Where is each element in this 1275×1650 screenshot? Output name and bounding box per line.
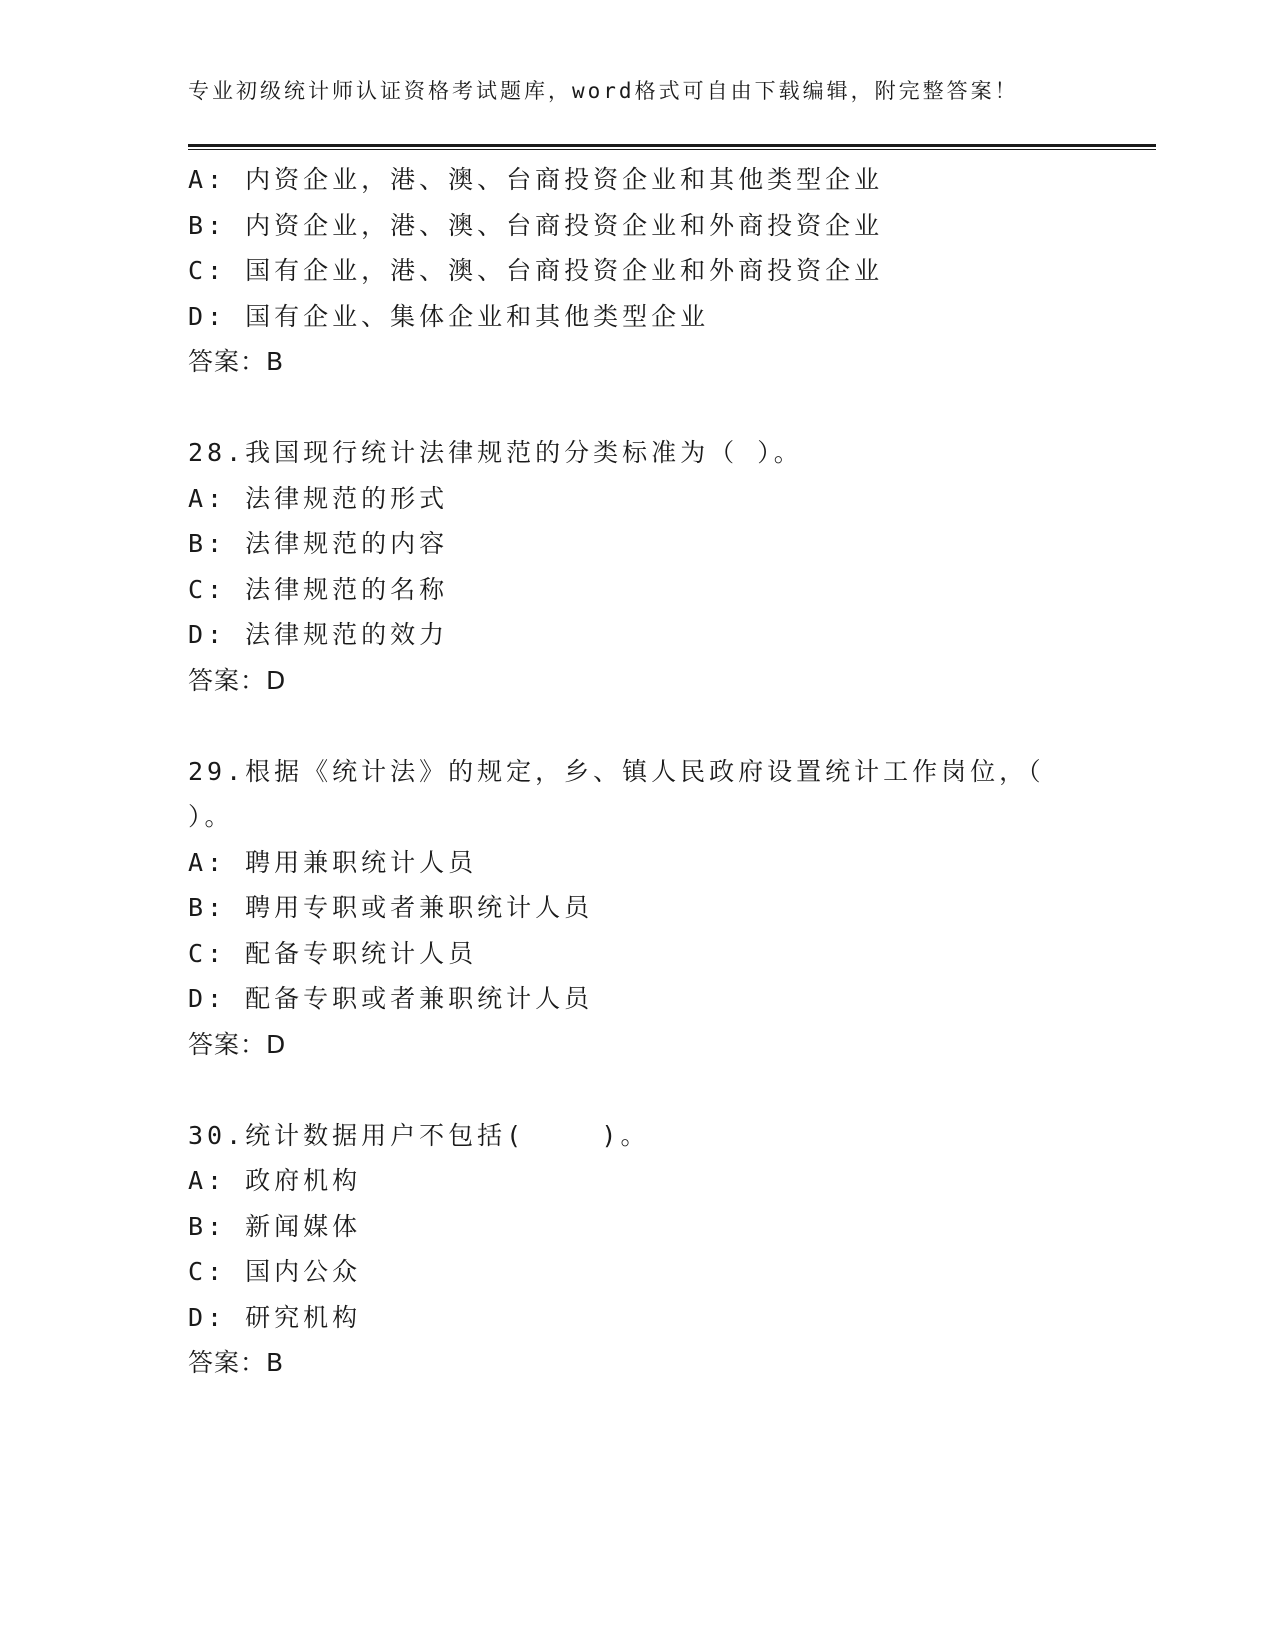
option-d: D: 研究机构 [188, 1302, 362, 1332]
option-d: D: 配备专职或者兼职统计人员 [188, 984, 594, 1013]
option-a: A: 内资企业，港、澳、台商投资企业和其他类型企业 [188, 165, 884, 194]
header-rule-thick [188, 144, 1156, 147]
option-c: C: 国有企业，港、澳、台商投资企业和外商投资企业 [188, 256, 884, 285]
option-d: D: 法律规范的效力 [188, 620, 449, 649]
spacer [188, 1067, 1088, 1113]
option-b: B: 法律规范的内容 [188, 529, 449, 558]
question-stem: 30.统计数据用户不包括( )。 [188, 1120, 650, 1150]
spacer [188, 385, 1088, 431]
option-a: A: 法律规范的形式 [188, 483, 449, 513]
option-b: B: 新闻媒体 [188, 1211, 362, 1241]
option-a: A: 政府机构 [188, 1166, 362, 1195]
option-b: B: 聘用专职或者兼职统计人员 [188, 893, 594, 922]
option-d: D: 国有企业、集体企业和其他类型企业 [188, 301, 710, 331]
spacer [188, 703, 1088, 749]
option-b: B: 内资企业，港、澳、台商投资企业和外商投资企业 [188, 210, 884, 240]
answer-line: 答案：B [188, 347, 285, 376]
option-c: C: 法律规范的名称 [188, 574, 449, 604]
question-stem-continuation: ）。 [188, 802, 234, 831]
question-27-block [188, 157, 1088, 385]
question-28-block [188, 430, 1088, 703]
page-header: 专业初级统计师认证资格考试题库，word格式可自由下载编辑，附完整答案！ [188, 79, 1019, 103]
answer-line: 答案：D [188, 665, 287, 695]
question-30-block [188, 1113, 1088, 1386]
question-stem: 29.根据《统计法》的规定，乡、镇人民政府设置统计工作岗位，（ [188, 756, 1045, 786]
option-c: C: 国内公众 [188, 1257, 362, 1286]
question-stem: 28.我国现行统计法律规范的分类标准为（ ）。 [188, 438, 803, 467]
question-29-block [188, 749, 1088, 1068]
option-a: A: 聘用兼职统计人员 [188, 847, 478, 877]
header-rule-thin [188, 149, 1156, 150]
answer-line: 答案：B [188, 1348, 285, 1377]
option-c: C: 配备专职统计人员 [188, 938, 478, 968]
question-list [188, 157, 1088, 1386]
answer-line: 答案：D [188, 1029, 287, 1059]
